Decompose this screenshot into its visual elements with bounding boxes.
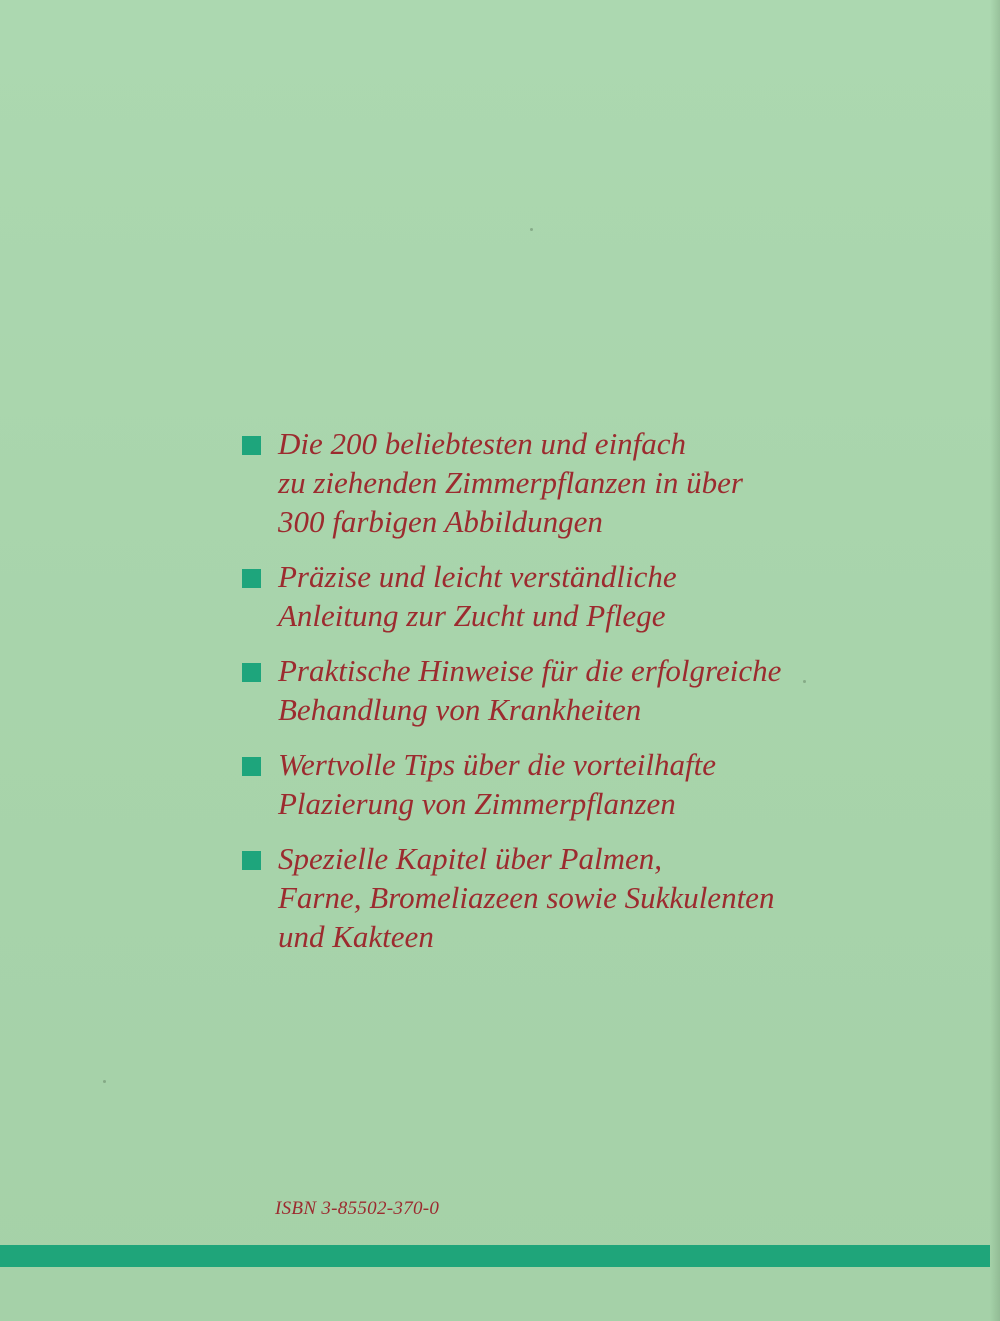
- feature-text: Praktische Hinweise für die erfolgreiche Behandlung von Krankheiten: [278, 653, 782, 727]
- feature-item: [242, 424, 942, 541]
- cover-edge-shadow: [990, 0, 1000, 1321]
- paper-speck: [103, 1080, 106, 1083]
- square-bullet-icon: [242, 569, 261, 588]
- square-bullet-icon: [242, 757, 261, 776]
- paper-speck: [530, 228, 533, 231]
- feature-item: [242, 651, 942, 729]
- isbn-number: ISBN 3-85502-370-0: [275, 1198, 440, 1219]
- feature-text: Spezielle Kapitel über Palmen, Farne, Bromeliazeen sowie Sukkulenten und Kakteen: [278, 841, 775, 954]
- square-bullet-icon: [242, 436, 261, 455]
- feature-item: [242, 839, 942, 956]
- feature-item: [242, 745, 942, 823]
- feature-text: Wertvolle Tips über die vorteilhafte Plazierung von Zimmerpflanzen: [278, 747, 716, 821]
- decorative-stripe: [0, 1245, 990, 1267]
- feature-text: Die 200 beliebtesten und einfach zu ziehenden Zimmerpflanzen in über 300 farbigen Abbildungen: [278, 426, 743, 539]
- feature-list: [242, 424, 942, 972]
- square-bullet-icon: [242, 663, 261, 682]
- square-bullet-icon: [242, 851, 261, 870]
- feature-text: Präzise und leicht verständliche Anleitung zur Zucht und Pflege: [278, 559, 677, 633]
- feature-item: [242, 557, 942, 635]
